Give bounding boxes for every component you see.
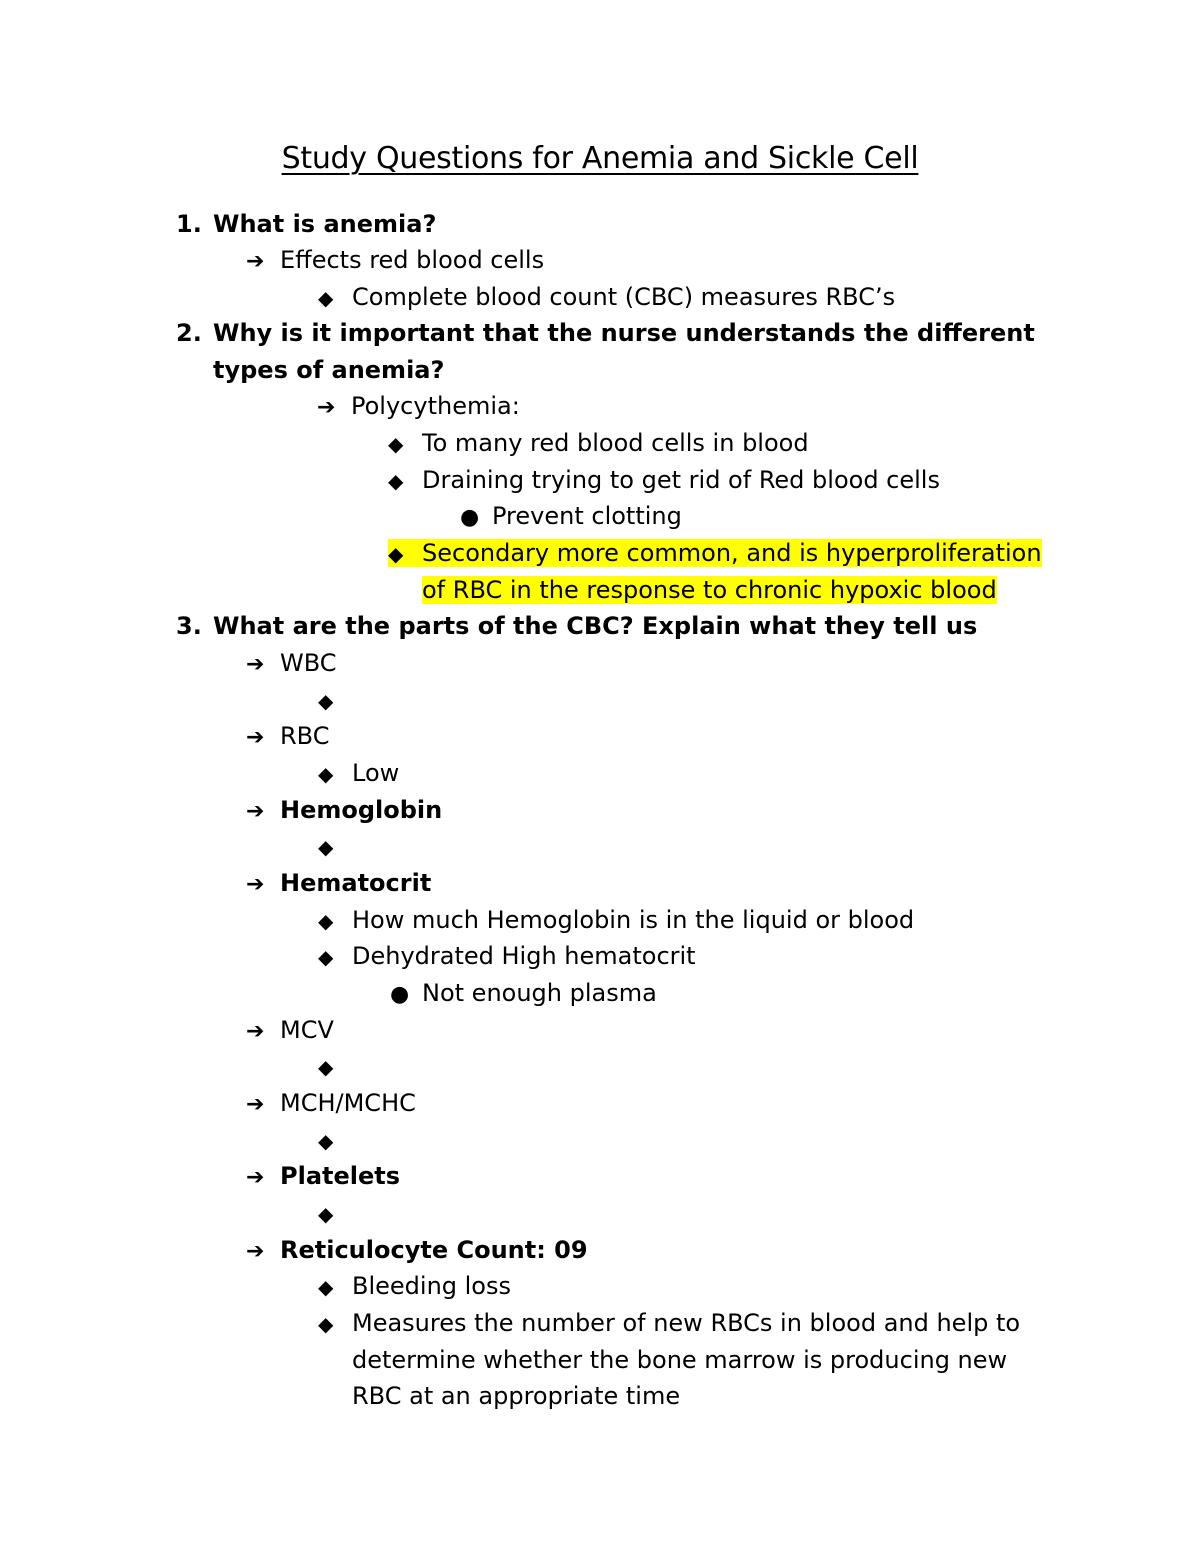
diamond-icon: ◆ — [318, 286, 334, 310]
arrow-icon: ➔ — [246, 1092, 265, 1117]
list-item — [390, 975, 657, 1013]
diamond-icon: ◆ — [388, 469, 404, 493]
question-2-line-2: types of anemia? — [213, 356, 445, 384]
list-item — [246, 242, 544, 280]
list-item — [318, 1048, 352, 1085]
arrow-icon: ➔ — [246, 249, 265, 274]
diamond-icon: ◆ — [388, 542, 404, 566]
list-item-text: Effects red blood cells — [280, 246, 545, 274]
list-item-text: MCV — [280, 1016, 334, 1044]
list-item-text: Measures the number of new RBCs in blood and help to — [352, 1309, 1021, 1337]
list-item — [318, 1268, 511, 1305]
list-item — [246, 792, 442, 830]
list-item — [318, 1195, 352, 1232]
list-item — [317, 388, 520, 426]
list-item-text: Secondary more common, and is hyperproliferation — [422, 539, 1042, 567]
arrow-icon: ➔ — [246, 652, 265, 677]
list-item — [318, 1305, 1020, 1342]
list-item — [318, 682, 352, 719]
list-item — [460, 498, 682, 536]
list-item — [246, 1232, 588, 1270]
list-item-text: Bleeding loss — [352, 1272, 511, 1300]
list-item-text: How much Hemoglobin is in the liquid or blood — [352, 906, 915, 934]
list-item-text: RBC — [280, 722, 330, 750]
list-item — [246, 1085, 416, 1123]
highlighted-list-item — [388, 535, 1042, 572]
question-number-1: 1. — [176, 210, 202, 238]
diamond-icon: ◆ — [318, 762, 334, 786]
arrow-icon: ➔ — [246, 799, 265, 824]
question-3: What are the parts of the CBC? Explain what they tell us — [213, 612, 978, 640]
list-item — [318, 938, 696, 975]
list-item — [246, 645, 337, 683]
list-item — [246, 1158, 400, 1196]
question-2-line-1: Why is it important that the nurse understands the different — [213, 319, 1035, 347]
list-item-text: Reticulocyte Count: 09 — [280, 1236, 588, 1264]
list-item — [246, 718, 329, 756]
list-item-text: Hemoglobin — [280, 796, 443, 824]
diamond-icon: ◆ — [318, 1275, 334, 1299]
list-item-text: Polycythemia: — [351, 392, 520, 420]
list-item-text: Draining trying to get rid of Red blood cells — [422, 466, 940, 494]
arrow-icon: ➔ — [246, 1019, 265, 1044]
list-item-text: WBC — [280, 649, 337, 677]
question-number-3: 3. — [176, 612, 202, 640]
arrow-icon: ➔ — [246, 1165, 265, 1190]
diamond-icon: ◆ — [318, 689, 334, 713]
page-title: Study Questions for Anemia and Sickle Cell — [281, 141, 919, 176]
list-item-text: Prevent clotting — [492, 502, 682, 530]
list-item — [318, 902, 914, 939]
bullet-dot-icon: ● — [460, 505, 480, 530]
list-item-text: MCH/MCHC — [280, 1089, 416, 1117]
highlighted-list-item-continuation — [422, 572, 997, 608]
list-item-continuation: RBC at an appropriate time — [352, 1382, 681, 1410]
arrow-icon: ➔ — [317, 395, 336, 420]
list-item — [318, 1122, 352, 1159]
arrow-icon: ➔ — [246, 872, 265, 897]
bullet-dot-icon: ● — [390, 982, 410, 1007]
question-1: What is anemia? — [213, 210, 437, 238]
list-item-text: Platelets — [280, 1162, 401, 1190]
list-item-text: of RBC in the response to chronic hypoxic blood — [422, 576, 997, 604]
list-item — [246, 865, 431, 903]
list-item — [318, 828, 352, 865]
list-item — [246, 1012, 334, 1050]
list-item — [388, 425, 809, 462]
question-number-2: 2. — [176, 319, 202, 347]
list-item-text: Complete blood count (CBC) measures RBC’s — [352, 283, 896, 311]
diamond-icon: ◆ — [318, 945, 334, 969]
diamond-icon: ◆ — [318, 835, 334, 859]
diamond-icon: ◆ — [318, 1202, 334, 1226]
arrow-icon: ➔ — [246, 725, 265, 750]
diamond-icon: ◆ — [318, 1312, 334, 1336]
list-item — [318, 279, 895, 316]
list-item-text: Low — [352, 759, 400, 787]
list-item — [388, 462, 940, 499]
diamond-icon: ◆ — [318, 1055, 334, 1079]
list-item-text: Not enough plasma — [422, 979, 657, 1007]
diamond-icon: ◆ — [388, 432, 404, 456]
diamond-icon: ◆ — [318, 1129, 334, 1153]
list-item-text: Dehydrated High hematocrit — [352, 942, 696, 970]
list-item-continuation: determine whether the bone marrow is producing new — [352, 1346, 1008, 1374]
list-item — [318, 755, 399, 792]
arrow-icon: ➔ — [246, 1239, 265, 1264]
list-item-text: To many red blood cells in blood — [422, 429, 809, 457]
diamond-icon: ◆ — [318, 909, 334, 933]
list-item-text: Hematocrit — [280, 869, 432, 897]
